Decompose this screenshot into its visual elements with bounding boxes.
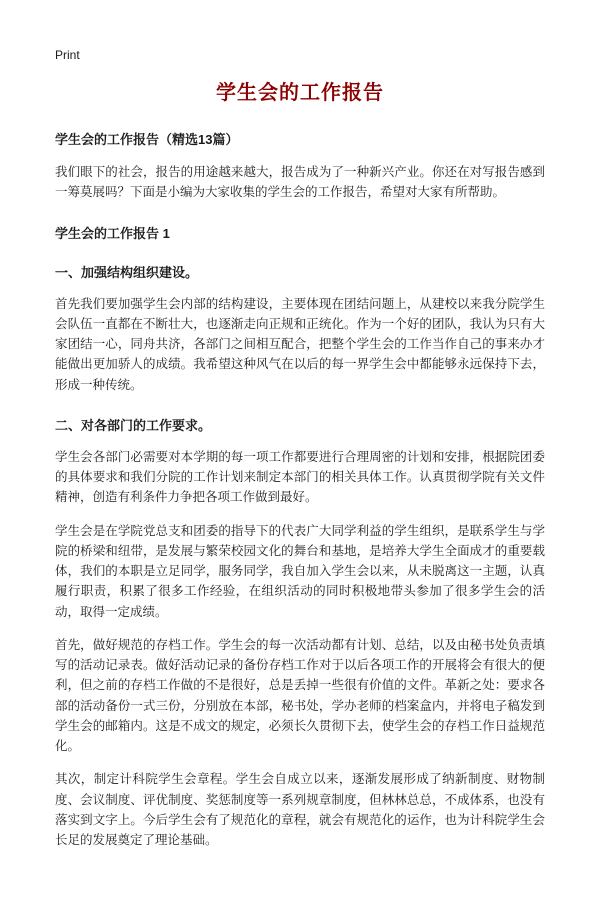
paragraph-charter: 其次，制定计科院学生会章程。学生会自成立以来，逐渐发展形成了纳新制度、财物制度、会议制度、评优制度、奖惩制度等一系列规章制度，但林林总总，不成体系，也没有落实到文字上。今后学生会有了规范化的章程，就会有规范化的运作，也为计科院学生会长足的发展奠定了理论基础。	[55, 772, 545, 847]
document-subtitle: 学生会的工作报告（精选13篇）	[55, 132, 239, 147]
paragraph-structure-building: 首先我们要加强学生会内部的结构建设，主要体现在团结问题上，从建校以来我分院学生会队伍一直都在不断壮大，也逐渐走向正规和正统化。作为一个好的团队，我认为只有大家团结一心，同舟共济，各部门之间相互配合，把整个学生会的工作当作自己的事来办才能做出更加骄人的成绩。我希望这种风气在以后的每一界学生会中都能够永远保持下去，形成一种传统。	[55, 296, 545, 392]
section-title-1: 学生会的工作报告 1	[55, 225, 170, 241]
heading-department-requirements: 二、对各部门的工作要求。	[55, 417, 212, 433]
paragraph-student-union-role: 学生会是在学院党总支和团委的指导下的代表广大同学利益的学生组织，是联系学生与学院的桥梁和纽带，是发展与繁荣校园文化的舞台和基地，是培养大学生全面成才的重要载体，我们的本职是立足同学，服务同学，我自加入学生会以来，从未脱离这一主题，认真履行职责，积累了很多工作经验，在组织活动的同时积极地带头参加了很多学生会的活动，取得一定成绩。	[55, 523, 545, 619]
paragraph-department-requirements: 学生会各部门必需要对本学期的每一项工作都要进行合理周密的计划和安排，根据院团委的具体要求和我们分院的工作计划来制定本部门的相关具体工作。认真贯彻学院有关文件精神，创造有利条件力争把各项工作做到最好。	[55, 449, 545, 505]
heading-structure-building: 一、加强结构组织建设。	[55, 264, 199, 280]
page-title: 学生会的工作报告	[216, 82, 384, 104]
print-link[interactable]: Print	[55, 48, 80, 62]
intro-paragraph: 我们眼下的社会，报告的用途越来越大，报告成为了一种新兴产业。你还在对写报告感到一筹莫展吗？下面是小编为大家收集的学生会的工作报告，希望对大家有所帮助。	[55, 165, 545, 200]
paragraph-archiving-work: 首先，做好规范的存档工作。学生会的每一次活动都有计划、总结，以及由秘书处负责填写的活动记录表。做好活动记录的备份存档工作对于以后各项工作的开展将会有很大的便利，但之前的存档工作做的不是很好，总是丢掉一些很有价值的文件。革新之处：要求各部的活动备份一式三份，分别放在本部，秘书处，学办老师的档案盒内，并将电子稿发到学生会的邮箱内。这是不成文的规定，必须长久贯彻下去，使学生会的存档工作日益规范化。	[55, 637, 545, 753]
